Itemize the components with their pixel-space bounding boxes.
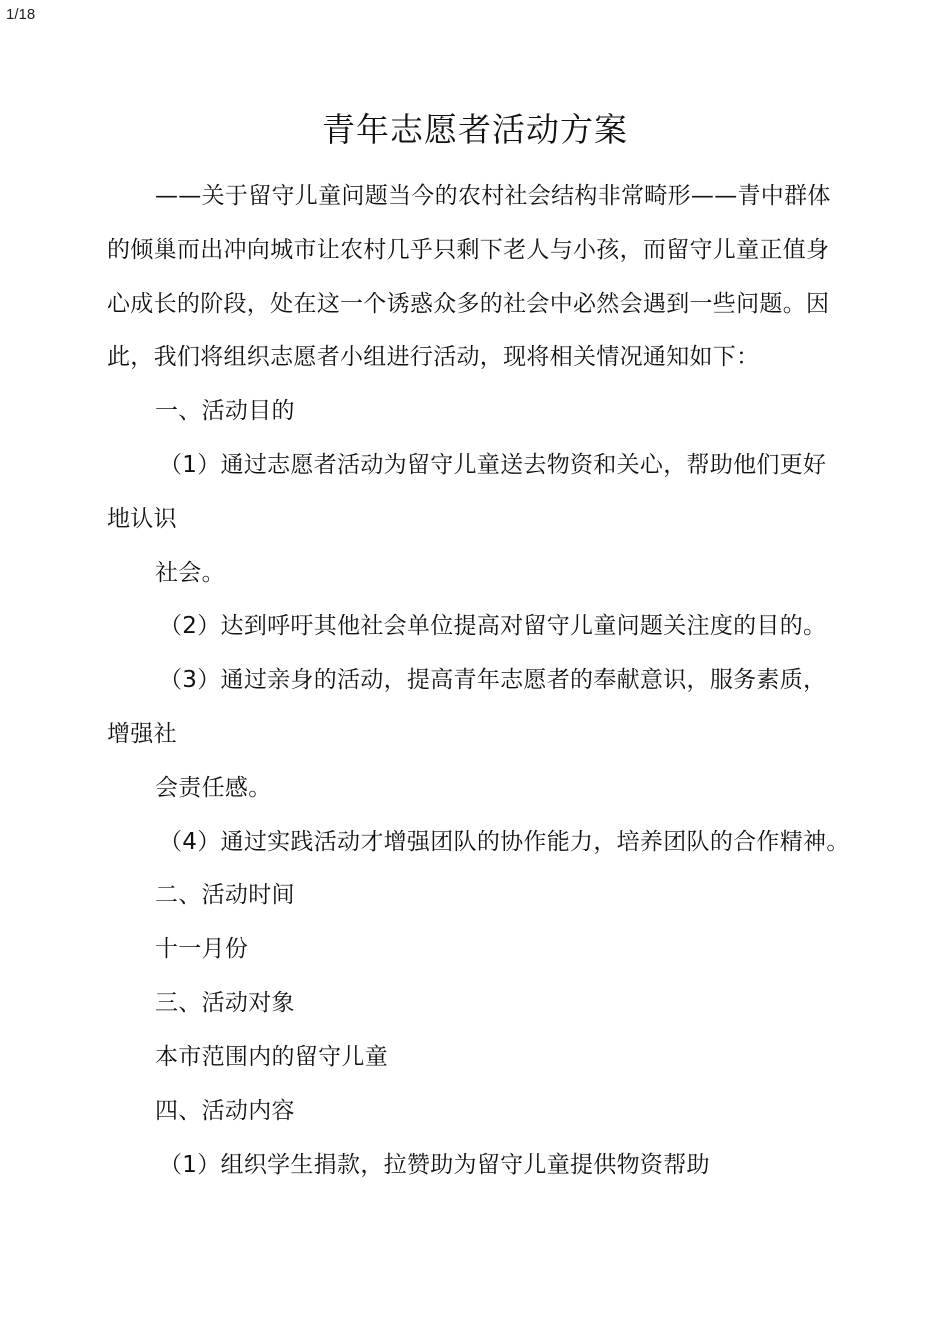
intro-line-2: 的倾巢而出冲向城市让农村几乎只剩下老人与小孩，而留守儿童正值身 — [107, 237, 830, 263]
section-heading-purpose: 一、活动目的 — [155, 398, 295, 424]
document-title: 青年志愿者活动方案 — [322, 110, 628, 149]
content-item-1: （1）组织学生捐款，拉赞助为留守儿童提供物资帮助 — [159, 1152, 710, 1178]
purpose-item-3-cont-2: 会责任感。 — [155, 775, 272, 801]
time-value: 十一月份 — [155, 936, 249, 962]
purpose-item-2: （2）达到呼吁其他社会单位提高对留守儿童问题关注度的目的。 — [159, 613, 827, 639]
purpose-item-4: （4）通过实践活动才增强团队的协作能力，培养团队的合作精神。 — [159, 829, 850, 855]
target-value: 本市范围内的留守儿童 — [155, 1044, 388, 1070]
purpose-item-3-cont: 增强社 — [107, 721, 177, 747]
intro-line-3: 心成长的阶段，处在这一个诱惑众多的社会中必然会遇到一些问题。因 — [107, 291, 830, 317]
purpose-item-1-cont-2: 社会。 — [155, 560, 225, 586]
page-number: 1/18 — [6, 6, 36, 23]
section-heading-time: 二、活动时间 — [155, 882, 295, 908]
intro-line-1: ——关于留守儿童问题当今的农村社会结构非常畸形——青中群体 — [155, 183, 831, 209]
purpose-item-1: （1）通过志愿者活动为留守儿童送去物资和关心，帮助他们更好 — [159, 452, 827, 478]
purpose-item-1-cont: 地认识 — [107, 506, 177, 532]
section-heading-content: 四、活动内容 — [155, 1098, 295, 1124]
section-heading-target: 三、活动对象 — [155, 990, 295, 1016]
intro-line-4: 此，我们将组织志愿者小组进行活动，现将相关情况通知如下： — [107, 344, 760, 370]
purpose-item-3: （3）通过亲身的活动，提高青年志愿者的奉献意识，服务素质， — [159, 667, 827, 693]
